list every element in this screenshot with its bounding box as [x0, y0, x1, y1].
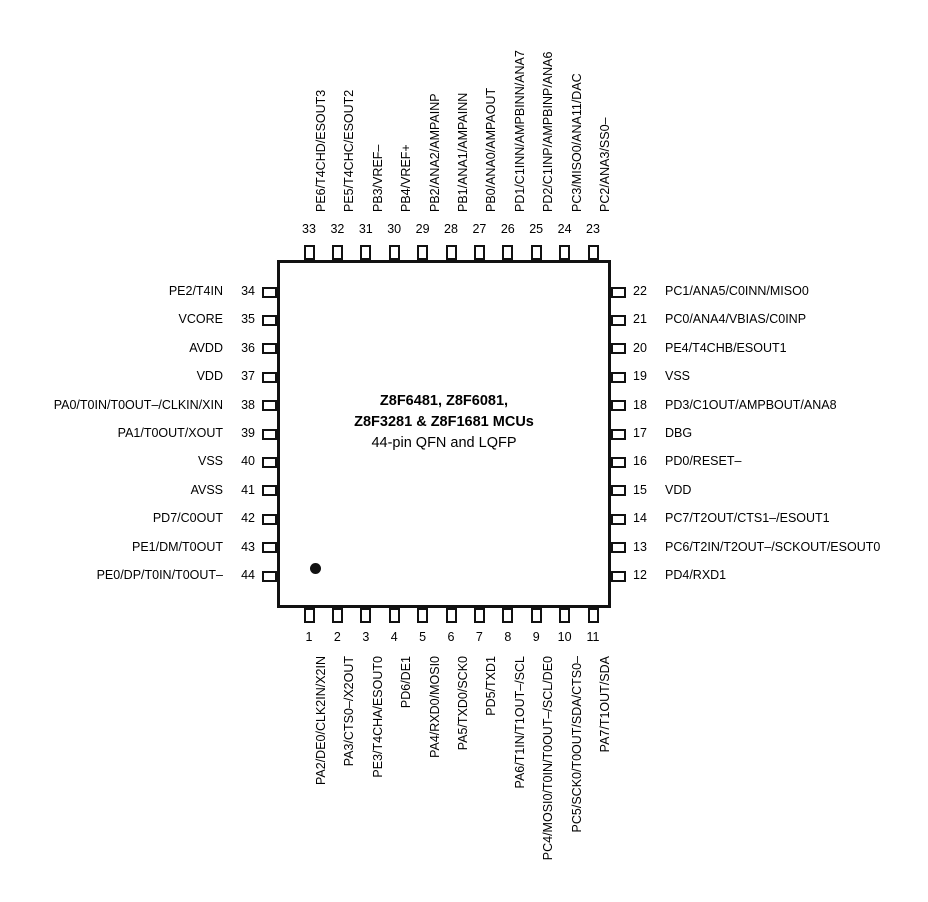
pin-label-17: DBG [665, 426, 693, 440]
pin-label-20: PE4/T4CHB/ESOUT1 [665, 340, 787, 355]
pin-pad-17 [611, 429, 626, 440]
chip-package-body [277, 260, 611, 608]
pin-number-35: 35 [241, 312, 255, 327]
pin-pad-43 [262, 542, 277, 553]
pin-number-8: 8 [504, 630, 512, 644]
pin-label-4: PD6/DE1 [399, 656, 414, 709]
pin-number-7: 7 [475, 630, 483, 644]
pin-number-41: 41 [241, 482, 255, 497]
pin-number-40: 40 [241, 454, 255, 469]
pin-pad-18 [611, 400, 626, 411]
pin-label-19: VSS [665, 369, 691, 384]
pin-label-39: PA1/T0OUT/XOUT [117, 426, 223, 440]
pin-label-42: PD7/C0OUT [152, 511, 223, 526]
pin-number-22: 22 [633, 284, 647, 298]
pin-pad-20 [611, 343, 626, 354]
pin-number-27: 27 [472, 222, 487, 236]
pin-label-22: PC1/ANA5/C0INN/MISO0 [665, 284, 809, 298]
pin-pad-12 [611, 571, 626, 582]
pin-number-4: 4 [390, 630, 398, 644]
pin-label-29: PB2/ANA2/AMPAINP [427, 93, 442, 212]
pin-number-29: 29 [415, 222, 430, 236]
pin-pad-11 [588, 608, 599, 623]
pin-label-23: PC2/ANA3/SS0– [598, 117, 612, 212]
pin-number-18: 18 [633, 397, 647, 412]
pin-label-8: PA6/T1IN/T1OUT–/SCL [512, 656, 527, 789]
pin-label-27: PB0/ANA0/AMPAOUT [484, 87, 499, 212]
pin-label-31: PB3/VREF– [370, 144, 385, 212]
pin-number-21: 21 [633, 312, 647, 327]
pin-number-16: 16 [633, 454, 647, 469]
pin-pad-8 [502, 608, 513, 623]
pin-pad-6 [446, 608, 457, 623]
pin-label-25: PD2/C1INP/AMPBINP/ANA6 [541, 51, 556, 212]
pin-pad-9 [531, 608, 542, 623]
pin-pad-37 [262, 372, 277, 383]
pin-pad-15 [611, 485, 626, 496]
pin-number-17: 17 [633, 426, 647, 440]
pin-number-6: 6 [447, 630, 455, 644]
pin-number-38: 38 [241, 397, 255, 412]
pin-number-37: 37 [241, 369, 255, 384]
pin-label-24: PC3/MISO0/ANA11/DAC [569, 73, 584, 212]
pin-label-35: VCORE [178, 312, 223, 327]
pin-number-42: 42 [241, 511, 255, 526]
pin-pad-5 [417, 608, 428, 623]
pin-number-30: 30 [387, 222, 402, 236]
pin-number-12: 12 [633, 568, 647, 582]
pin-pad-31 [360, 245, 371, 260]
pin-number-13: 13 [633, 539, 647, 554]
pin-pad-3 [360, 608, 371, 623]
pin-pad-21 [611, 315, 626, 326]
pin-pad-26 [502, 245, 513, 260]
pin-pad-27 [474, 245, 485, 260]
pin-label-26: PD1/C1INN/AMPBINN/ANA7 [512, 50, 527, 212]
pin-label-21: PC0/ANA4/VBIAS/C0INP [665, 312, 807, 327]
pin-label-37: VDD [196, 369, 223, 384]
chip-title-line1: Z8F6481, Z8F6081, [379, 393, 509, 409]
pin-number-33: 33 [302, 222, 316, 236]
pin-label-3: PE3/T4CHA/ESOUT0 [370, 656, 385, 778]
pin-label-2: PA3/CTS0–/X2OUT [342, 656, 357, 767]
pin-label-13: PC6/T2IN/T2OUT–/SCKOUT/ESOUT0 [665, 539, 881, 554]
pin-label-44: PE0/DP/T0IN/T0OUT– [96, 568, 223, 582]
pin-pad-38 [262, 400, 277, 411]
pin-label-32: PE5/T4CHC/ESOUT2 [342, 89, 357, 212]
pin-pad-23 [588, 245, 599, 260]
pin-label-12: PD4/RXD1 [665, 568, 727, 582]
pin-pad-16 [611, 457, 626, 468]
pin-number-34: 34 [241, 284, 255, 298]
pin-pad-28 [446, 245, 457, 260]
pin-pad-10 [559, 608, 570, 623]
pin-label-30: PB4/VREF+ [399, 144, 414, 212]
pin-label-38: PA0/T0IN/T0OUT–/CLKIN/XIN [53, 397, 223, 412]
pin-label-40: VSS [197, 454, 223, 469]
pin-number-28: 28 [444, 222, 458, 236]
pin-number-5: 5 [419, 630, 427, 644]
pin-pad-24 [559, 245, 570, 260]
pin-pad-42 [262, 514, 277, 525]
pin-label-16: PD0/RESET– [665, 454, 742, 469]
pin-number-26: 26 [500, 222, 515, 236]
pin-number-11: 11 [586, 630, 600, 644]
pin-label-28: PB1/ANA1/AMPAINN [456, 92, 470, 212]
pin-number-1: 1 [305, 630, 313, 644]
pin-label-36: AVDD [189, 340, 223, 355]
pin-label-1: PA2/DE0/CLK2IN/X2IN [314, 656, 328, 785]
pin-number-23: 23 [586, 222, 600, 236]
pin-pad-30 [389, 245, 400, 260]
pin-number-39: 39 [241, 426, 255, 440]
pin-label-43: PE1/DM/T0OUT [132, 539, 223, 554]
pin-label-10: PC5/SCK0/T0OUT/SDA/CTS0– [569, 656, 584, 833]
pin-number-15: 15 [633, 482, 647, 497]
pin-pad-40 [262, 457, 277, 468]
pin-pad-1 [304, 608, 315, 623]
chip-title-line2: Z8F3281 & Z8F1681 MCUs [354, 414, 534, 430]
pin-pad-36 [262, 343, 277, 354]
pin-number-36: 36 [241, 340, 255, 355]
pin-pad-13 [611, 542, 626, 553]
pin-label-5: PA4/RXD0/MOSI0 [427, 656, 442, 758]
pin-pad-7 [474, 608, 485, 623]
pin-pad-4 [389, 608, 400, 623]
pin-number-14: 14 [633, 511, 647, 526]
pin-number-31: 31 [358, 222, 373, 236]
pin-pad-19 [611, 372, 626, 383]
pin-pad-29 [417, 245, 428, 260]
pin-label-14: PC7/T2OUT/CTS1–/ESOUT1 [665, 511, 830, 526]
pin-number-25: 25 [529, 222, 544, 236]
pin-pad-35 [262, 315, 277, 326]
pin-label-41: AVSS [190, 482, 223, 497]
pin-pad-14 [611, 514, 626, 525]
pin-label-15: VDD [665, 482, 692, 497]
pin-label-34: PE2/T4IN [168, 284, 223, 298]
pin-pad-44 [262, 571, 277, 582]
pin-pad-2 [332, 608, 343, 623]
pin1-marker-dot [310, 563, 321, 574]
pin-pad-33 [304, 245, 315, 260]
pin-pad-25 [531, 245, 542, 260]
pin-number-9: 9 [532, 630, 540, 644]
pin-number-32: 32 [330, 222, 345, 236]
pin-number-10: 10 [557, 630, 572, 644]
pin-pad-34 [262, 287, 277, 298]
pin-number-19: 19 [633, 369, 647, 384]
pin-label-18: PD3/C1OUT/AMPBOUT/ANA8 [665, 397, 837, 412]
pin-pad-22 [611, 287, 626, 298]
pin-pad-41 [262, 485, 277, 496]
pin-label-33: PE6/T4CHD/ESOUT3 [314, 89, 328, 212]
pin-label-7: PD5/TXD1 [484, 656, 499, 716]
pin-number-20: 20 [633, 340, 647, 355]
pin-number-3: 3 [362, 630, 370, 644]
pin-label-11: PA7/T1OUT/SDA [598, 656, 612, 753]
pin-number-24: 24 [557, 222, 572, 236]
pin-number-2: 2 [333, 630, 341, 644]
chip-title-line3: 44-pin QFN and LQFP [371, 435, 517, 451]
pin-pad-32 [332, 245, 343, 260]
pin-label-9: PC4/MOSI0/T0IN/T0OUT–/SCL/DE0 [541, 656, 556, 861]
pin-label-6: PA5/TXD0/SCK0 [456, 656, 470, 751]
chip-title [280, 391, 608, 454]
pin-number-43: 43 [241, 539, 255, 554]
pin-number-44: 44 [241, 568, 255, 582]
pin-pad-39 [262, 429, 277, 440]
